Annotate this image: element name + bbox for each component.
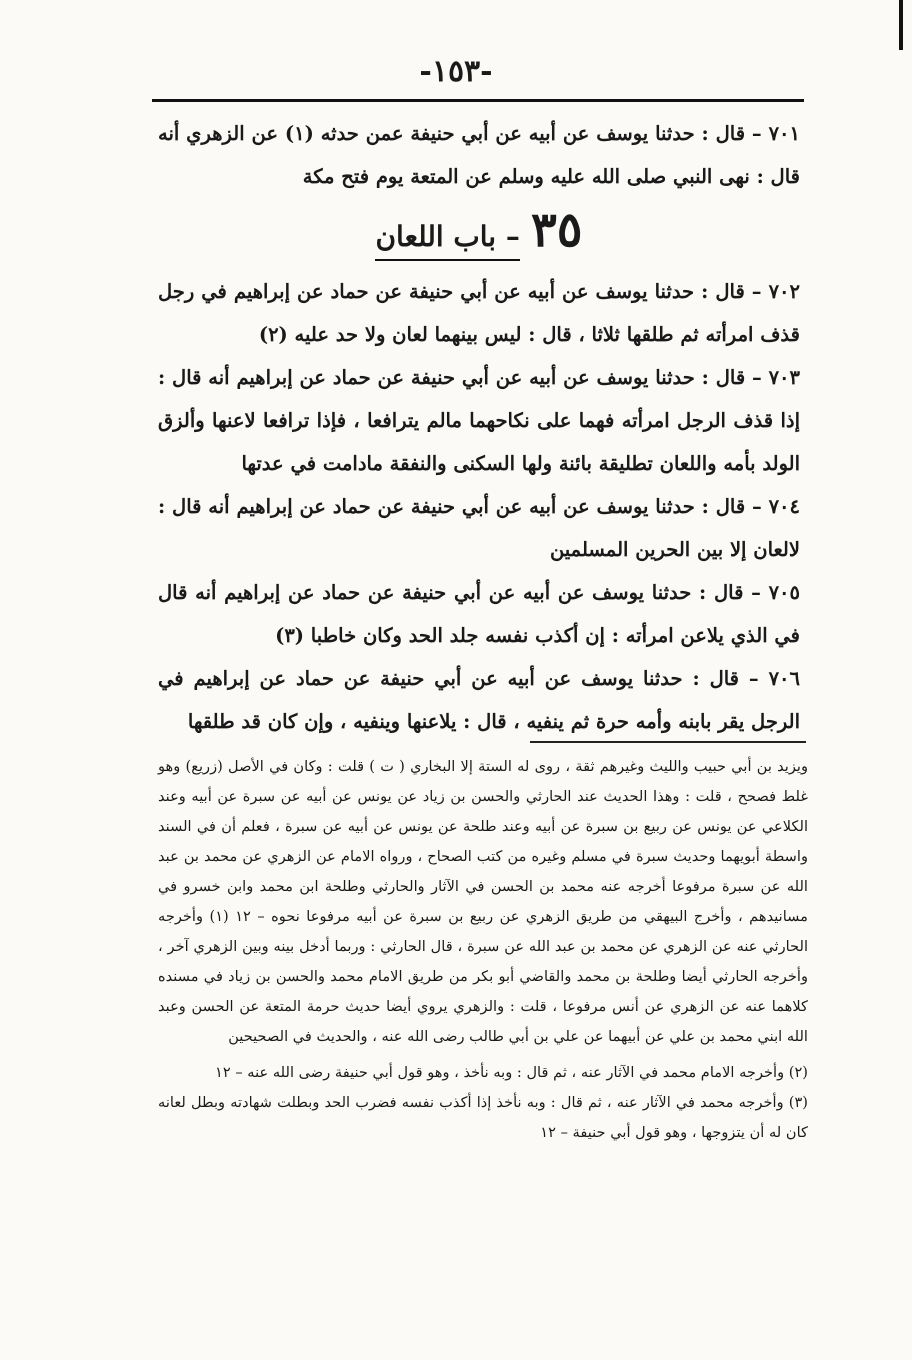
hadith-703: ٧٠٣ – قال : حدثنا يوسف عن أبيه عن أبي حنيفة عن حماد عن إبراهيم أنه قال : إذا قذف الرجل امرأته فهما على نكاحهما مالم يترافعا ، فإذا ترافعا لاعنها وألزق الولد بأمه واللعان تطليقة بائنة ولها السكنى والنفقة مادامت في عدتها xyxy=(158,366,800,475)
header-rule xyxy=(152,99,804,102)
footnote-rule xyxy=(530,741,806,743)
hadith-702: ٧٠٢ – قال : حدثنا يوسف عن أبيه عن أبي حنيفة عن حماد عن إبراهيم في رجل قذف امرأته ثم طلقها ثلاثا ، قال : ليس بينهما لعان ولا حد عليه (٢) xyxy=(158,280,800,346)
footnote-3: (٣) وأخرجه محمد في الآثار عنه ، ثم قال : وبه نأخذ إذا أكذب نفسه فضرب الحد وبطلت شهادته وبطل لعانه كان له أن يتزوجها ، وهو قول أبي حنيفة – ١٢ xyxy=(158,1094,808,1141)
page-number: -١٥٣- xyxy=(419,54,493,89)
hadith-706: ٧٠٦ – قال : حدثنا يوسف عن أبيه عن أبي حنيفة عن حماد عن إبراهيم في الرجل يقر بابنه وأمه حرة ثم ينفيه ، قال : يلاعنها وينفيه ، وإن كان قد طلقها xyxy=(158,667,800,733)
chapter-title: – باب اللعان xyxy=(375,220,519,261)
main-text xyxy=(158,112,800,743)
chapter-heading xyxy=(158,202,800,258)
footnote-continuation: ويزيد بن أبي حبيب والليث وغيرهم ثقة ، روى له الستة إلا البخاري ( ت ) قلت : وكان في الأصل (زريع) وهو غلط فصحح ، قلت : وهذا الحديث عند الحارثي والحسن بن زياد عن يونس عن أبيه عن سبرة عن أبيه وعند الكلاعي عن يونس عن ربيع بن سبرة عن أبيه وعند طلحة عن يونس عن أبيه عن سبرة ، فعلم أن في السند واسطة أبويهما وحديث سبرة في مسلم وغيره من كتب الصحاح ، ورواه الامام عن الزهري عن محمد بن عبد الله عن سبرة مرفوعا أخرجه عنه محمد بن الحسن في الآثار والحارثي وطلحة ابن محمد وابن خسرو في مسانيدهم ، وأخرج البيهقي من طريق الزهري عن ربيع بن سبرة عن أبيه مرفوعا نحوه – ١٢ (١) وأخرجه الحارثي عنه عن الزهري عن محمد بن عبد الله عن سبرة ، قال الحارثي : وربما أدخل بينه وبين الزهري آخر ، وأخرجه الحارثي أيضا وطلحة بن محمد والقاضي أبو بكر من طريق الامام محمد والحسن بن زياد في مسنده كلاهما عنه عن الزهري عن أنس مرفوعا ، قلت : والزهري يروي أيضا حديث حرمة المتعة عن الحسن وعبد الله ابني محمد بن علي عن أبيهما عن علي بن أبي طالب رضى الله عنه ، والحديث في الصحيحين xyxy=(158,758,808,1045)
hadith-705: ٧٠٥ – قال : حدثنا يوسف عن أبيه عن أبي حنيفة عن حماد عن إبراهيم أنه قال في الذي يلاعن امرأته : إن أكذب نفسه جلد الحد وكان خاطبا (٣) xyxy=(158,581,800,647)
hadith-701: ٧٠١ – قال : حدثنا يوسف عن أبيه عن أبي حنيفة عمن حدثه (١) عن الزهري أنه قال : نهى النبي صلى الله عليه وسلم عن المتعة يوم فتح مكة xyxy=(158,122,800,188)
footnotes xyxy=(158,752,808,1148)
hadith-704: ٧٠٤ – قال : حدثنا يوسف عن أبيه عن أبي حنيفة عن حماد عن إبراهيم أنه قال : لالعان إلا بين الحرين المسلمين xyxy=(158,495,800,561)
scan-edge-mark xyxy=(899,0,903,50)
chapter-number: ٣٥ xyxy=(530,202,583,258)
footnote-2: (٢) وأخرجه الامام محمد في الآثار عنه ، ثم قال : وبه نأخذ ، وهو قول أبي حنيفة رضى الله عنه – ١٢ xyxy=(215,1064,808,1081)
